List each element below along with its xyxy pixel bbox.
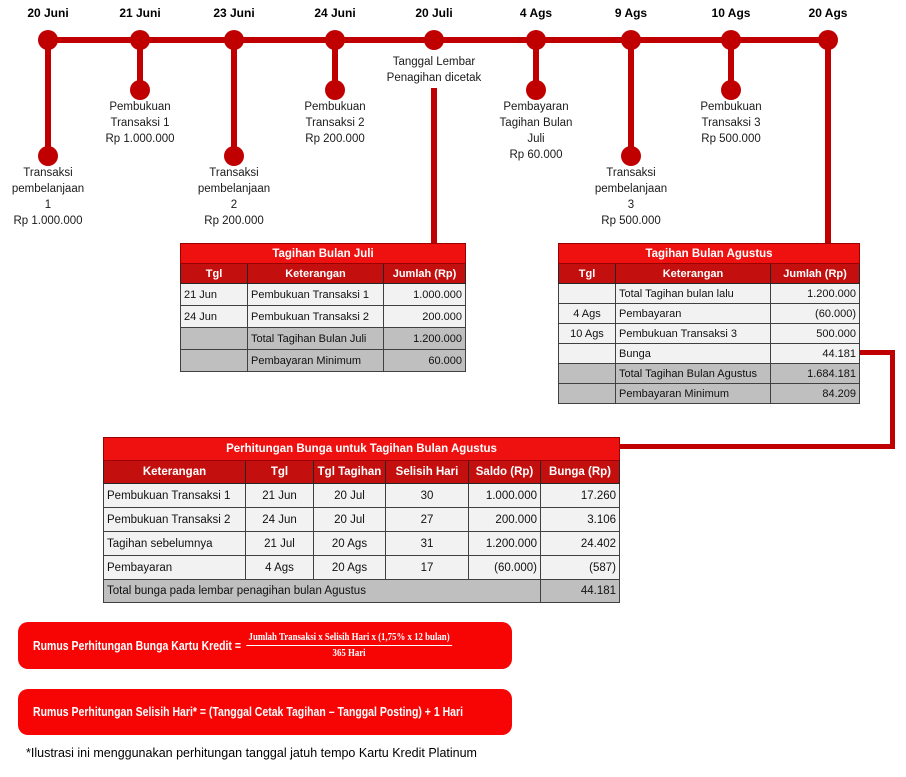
timeline-stem bbox=[628, 40, 634, 156]
cell-jumlah: 200.000 bbox=[384, 306, 466, 328]
event-label-line: Transaksi bbox=[209, 167, 259, 179]
formula-bunga-fraction bbox=[246, 631, 452, 660]
event-label-line: Penagihan dicetak bbox=[386, 72, 482, 84]
timeline-event-label bbox=[376, 54, 492, 86]
cell-jumlah: 1.000.000 bbox=[384, 284, 466, 306]
event-label-line: Juli bbox=[527, 133, 545, 145]
table-title: Perhitungan Bunga untuk Tagihan Bulan Agustus bbox=[104, 438, 620, 461]
column-header: Tgl bbox=[246, 461, 314, 484]
table-tagihan-juli bbox=[180, 243, 466, 372]
cell: 4 Ags bbox=[246, 556, 314, 580]
table-row bbox=[104, 508, 620, 532]
event-label-line: pembelanjaan bbox=[197, 183, 271, 195]
connector-bunga-vertical bbox=[890, 350, 895, 449]
event-label-line: Rp 200.000 bbox=[305, 133, 365, 145]
event-label-line: Tagihan Bulan bbox=[499, 117, 573, 129]
event-label-line: Tanggal Lembar bbox=[392, 56, 476, 68]
event-label-line: Transaksi bbox=[23, 167, 73, 179]
timeline-date-label: 21 Juni bbox=[119, 6, 161, 20]
timeline-date-label: 4 Ags bbox=[519, 6, 553, 20]
timeline-date-label: 20 Juli bbox=[415, 6, 453, 20]
timeline-subnode-icon bbox=[224, 146, 244, 166]
timeline-subnode-icon bbox=[130, 80, 150, 100]
cell-keterangan: Total Tagihan Bulan Agustus bbox=[616, 364, 771, 384]
timeline-subnode-icon bbox=[721, 80, 741, 100]
cell: 20 Jul bbox=[314, 484, 386, 508]
event-label-line: Transaksi 2 bbox=[305, 117, 365, 129]
cell-tgl bbox=[181, 350, 248, 372]
cell: 3.106 bbox=[541, 508, 620, 532]
footnote: *Ilustrasi ini menggunakan perhitungan tanggal jatuh tempo Kartu Kredit Platinum bbox=[26, 746, 477, 760]
timeline-subnode-icon bbox=[526, 80, 546, 100]
table-row bbox=[181, 328, 466, 350]
cell-keterangan: Total Tagihan Bulan Juli bbox=[248, 328, 384, 350]
cell-tgl bbox=[181, 328, 248, 350]
column-header: Jumlah (Rp) bbox=[771, 264, 860, 284]
column-header: Tgl Tagihan bbox=[314, 461, 386, 484]
event-label-line: Transaksi 1 bbox=[110, 117, 170, 129]
column-header: Tgl bbox=[559, 264, 616, 284]
cell: 20 Ags bbox=[314, 556, 386, 580]
cell: 20 Ags bbox=[314, 532, 386, 556]
cell: 1.200.000 bbox=[469, 532, 541, 556]
timeline-date-label: 20 Juni bbox=[27, 6, 69, 20]
cell-keterangan: Pembayaran bbox=[616, 304, 771, 324]
timeline-subnode-icon bbox=[325, 80, 345, 100]
cell-jumlah: 1.200.000 bbox=[384, 328, 466, 350]
cell-keterangan: Total Tagihan bulan lalu bbox=[616, 284, 771, 304]
event-label-line: 1 bbox=[44, 199, 52, 211]
formula-bunga-box bbox=[18, 622, 512, 669]
column-header: Selisih Hari bbox=[386, 461, 469, 484]
timeline-date-label: 9 Ags bbox=[614, 6, 648, 20]
formula-bunga-numerator: Jumlah Transaksi x Selisih Hari x (1,75% x 12 bulan) bbox=[246, 631, 452, 646]
event-label-line: 2 bbox=[230, 199, 238, 211]
timeline-event-label bbox=[82, 99, 198, 147]
formula-bunga-label: Rumus Perhitungan Bunga Kartu Kredit = bbox=[33, 638, 241, 653]
table-row bbox=[104, 532, 620, 556]
column-header: Jumlah (Rp) bbox=[384, 264, 466, 284]
table-row bbox=[181, 350, 466, 372]
table-footer-row bbox=[104, 580, 620, 603]
event-label-line: Rp 1.000.000 bbox=[105, 133, 175, 145]
table-row bbox=[559, 364, 860, 384]
table-title: Tagihan Bulan Agustus bbox=[559, 244, 860, 264]
event-label-line: Pembayaran bbox=[503, 101, 569, 113]
footer-value: 44.181 bbox=[541, 580, 620, 603]
formula-selisih-content bbox=[33, 705, 463, 719]
timeline-stem bbox=[231, 40, 237, 156]
timeline-date-label: 20 Ags bbox=[808, 6, 848, 20]
timeline-event-label bbox=[176, 165, 292, 229]
column-header: Tgl bbox=[181, 264, 248, 284]
table-row bbox=[559, 284, 860, 304]
event-label-line: pembelanjaan bbox=[11, 183, 85, 195]
cell-jumlah: 500.000 bbox=[771, 324, 860, 344]
timeline-event-label bbox=[673, 99, 789, 147]
cell-keterangan: Pembukuan Transaksi 2 bbox=[248, 306, 384, 328]
cell: Tagihan sebelumnya bbox=[104, 532, 246, 556]
event-label-line: pembelanjaan bbox=[594, 183, 668, 195]
table-row bbox=[104, 484, 620, 508]
timeline-dropline bbox=[825, 40, 831, 243]
cell: Pembayaran bbox=[104, 556, 246, 580]
cell: 27 bbox=[386, 508, 469, 532]
timeline-event-label bbox=[478, 99, 594, 163]
table-title-row bbox=[181, 244, 466, 264]
event-label-line: 3 bbox=[627, 199, 635, 211]
table-title-row bbox=[559, 244, 860, 264]
cell-tgl: 24 Jun bbox=[181, 306, 248, 328]
cell-keterangan: Pembayaran Minimum bbox=[616, 384, 771, 404]
table-row bbox=[559, 384, 860, 404]
event-label-line: Transaksi bbox=[606, 167, 656, 179]
event-label-line: Pembukuan bbox=[109, 101, 171, 113]
table-title: Tagihan Bulan Juli bbox=[181, 244, 466, 264]
cell: (60.000) bbox=[469, 556, 541, 580]
cell-keterangan: Pembukuan Transaksi 1 bbox=[248, 284, 384, 306]
event-label-line: Rp 500.000 bbox=[701, 133, 761, 145]
timeline-stem bbox=[45, 40, 51, 156]
timeline-date-label: 24 Juni bbox=[314, 6, 356, 20]
cell: Pembukuan Transaksi 2 bbox=[104, 508, 246, 532]
table-header-row bbox=[104, 461, 620, 484]
table-row bbox=[104, 556, 620, 580]
cell-jumlah: 84.209 bbox=[771, 384, 860, 404]
cell-tgl bbox=[559, 344, 616, 364]
formula-bunga-content bbox=[33, 631, 452, 660]
column-header: Keterangan bbox=[248, 264, 384, 284]
table-row bbox=[181, 306, 466, 328]
formula-bunga-denominator: 365 Hari bbox=[332, 648, 366, 659]
cell: 1.000.000 bbox=[469, 484, 541, 508]
event-label-line: Rp 60.000 bbox=[509, 149, 563, 161]
event-label-line: Rp 500.000 bbox=[601, 215, 661, 227]
table-perhitungan-bunga bbox=[103, 437, 620, 603]
table-title-row bbox=[104, 438, 620, 461]
timeline-dropline bbox=[431, 88, 437, 243]
cell-keterangan: Bunga bbox=[616, 344, 771, 364]
cell: 24 Jun bbox=[246, 508, 314, 532]
cell: 30 bbox=[386, 484, 469, 508]
cell: Pembukuan Transaksi 1 bbox=[104, 484, 246, 508]
cell-keterangan: Pembukuan Transaksi 3 bbox=[616, 324, 771, 344]
timeline-subnode-icon bbox=[621, 146, 641, 166]
cell-tgl bbox=[559, 384, 616, 404]
cell-jumlah: 1.684.181 bbox=[771, 364, 860, 384]
timeline-date-label: 10 Ags bbox=[711, 6, 751, 20]
cell-jumlah: 44.181 bbox=[771, 344, 860, 364]
cell: 20 Jul bbox=[314, 508, 386, 532]
event-label-line: Pembukuan bbox=[700, 101, 762, 113]
cell-tgl bbox=[559, 364, 616, 384]
cell: 24.402 bbox=[541, 532, 620, 556]
cell-jumlah: 60.000 bbox=[384, 350, 466, 372]
event-label-line: Pembukuan bbox=[304, 101, 366, 113]
cell-keterangan: Pembayaran Minimum bbox=[248, 350, 384, 372]
cell: 31 bbox=[386, 532, 469, 556]
column-header: Keterangan bbox=[104, 461, 246, 484]
table-row bbox=[559, 344, 860, 364]
cell: (587) bbox=[541, 556, 620, 580]
formula-selisih-box bbox=[18, 689, 512, 735]
cell: 17 bbox=[386, 556, 469, 580]
cell: 200.000 bbox=[469, 508, 541, 532]
table-row bbox=[559, 304, 860, 324]
event-label-line: Rp 200.000 bbox=[204, 215, 264, 227]
timeline-event-label bbox=[0, 165, 106, 229]
formula-selisih-text: Rumus Perhitungan Selisih Hari* = (Tanggal Cetak Tagihan – Tanggal Posting) + 1 Hari bbox=[33, 705, 464, 719]
timeline-subnode-icon bbox=[38, 146, 58, 166]
cell: 17.260 bbox=[541, 484, 620, 508]
column-header: Bunga (Rp) bbox=[541, 461, 620, 484]
timeline-event-label bbox=[277, 99, 393, 147]
cell-tgl bbox=[559, 284, 616, 304]
event-label-line: Transaksi 3 bbox=[701, 117, 761, 129]
footer-label: Total bunga pada lembar penagihan bulan Agustus bbox=[104, 580, 541, 603]
table-row bbox=[181, 284, 466, 306]
timeline-node-icon bbox=[424, 30, 444, 50]
cell-tgl: 10 Ags bbox=[559, 324, 616, 344]
cell: 21 Jun bbox=[246, 484, 314, 508]
cell-jumlah: (60.000) bbox=[771, 304, 860, 324]
cell-jumlah: 1.200.000 bbox=[771, 284, 860, 304]
table-header-row bbox=[181, 264, 466, 284]
event-label-line: Rp 1.000.000 bbox=[13, 215, 83, 227]
table-row bbox=[559, 324, 860, 344]
cell-tgl: 4 Ags bbox=[559, 304, 616, 324]
column-header: Keterangan bbox=[616, 264, 771, 284]
table-tagihan-agustus bbox=[558, 243, 860, 404]
cell: 21 Jul bbox=[246, 532, 314, 556]
timeline-event-label bbox=[573, 165, 689, 229]
table-header-row bbox=[559, 264, 860, 284]
column-header: Saldo (Rp) bbox=[469, 461, 541, 484]
cell-tgl: 21 Jun bbox=[181, 284, 248, 306]
connector-bunga-horizontal-bottom bbox=[619, 444, 895, 449]
timeline-date-label: 23 Juni bbox=[213, 6, 255, 20]
